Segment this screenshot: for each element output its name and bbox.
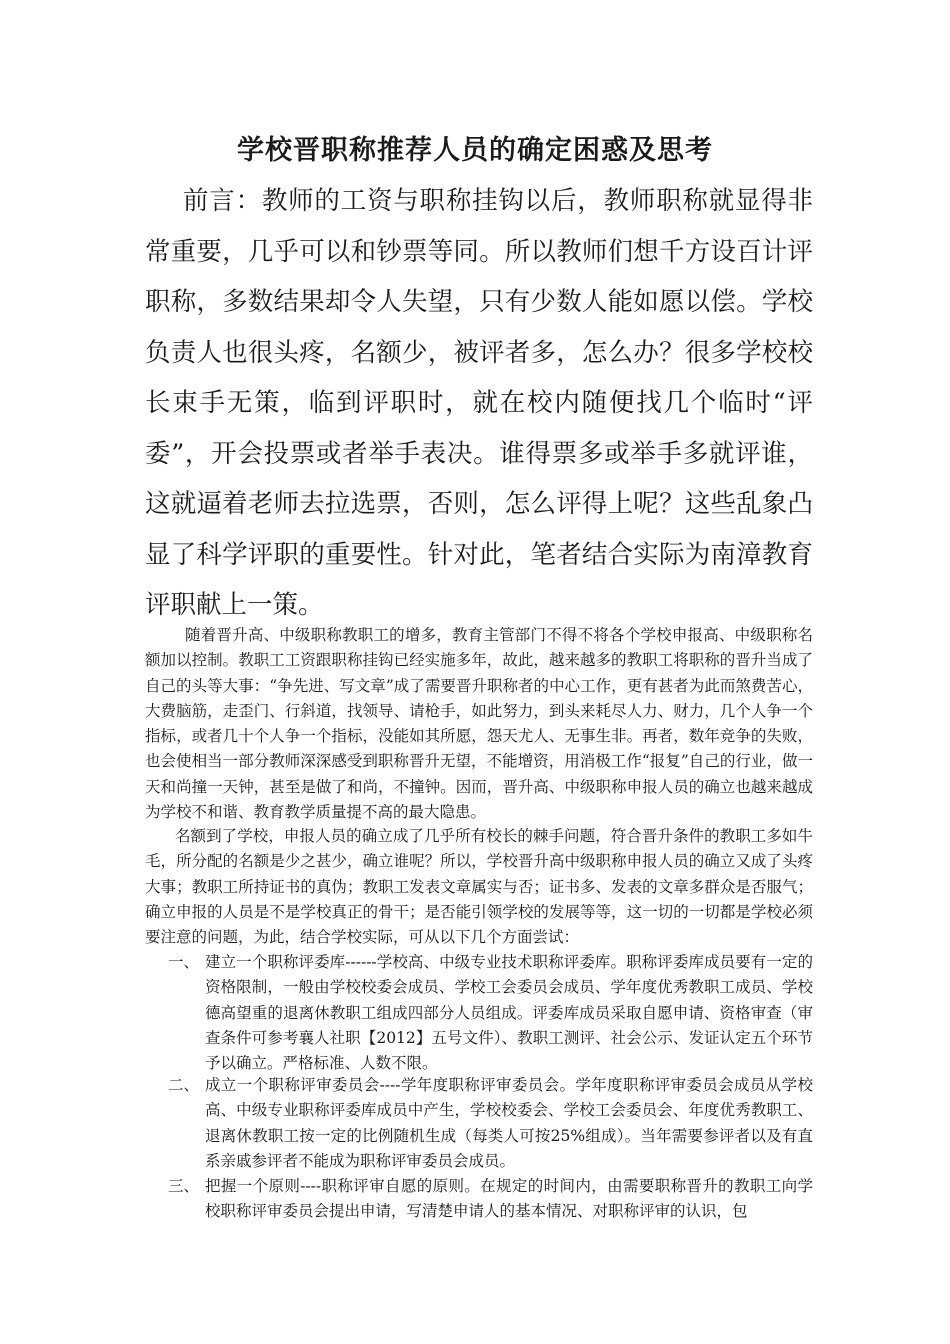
list-item-3 [168, 1174, 813, 1225]
list-item-text: 把握一个原则----职称评审自愿的原则。在规定的时间内，由需要职称晋升的教职工向学校职称评审委员会提出申请，写清楚申请人的基本情况、对职称评审的认识，包 [205, 1177, 813, 1221]
list-item-1 [168, 950, 813, 1076]
list-item-2 [168, 1073, 813, 1174]
body-paragraph-2: 名额到了学校，申报人员的确立成了几乎所有校长的棘手问题，符合晋升条件的教职工多如牛毛，所分配的名额是少之甚少，确立谁呢？所以，学校晋升高中级职称申报人员的确立又成了头疼大事；教职工所持证书的真伪；教职工发表文章属实与否；证书多、发表的文章多群众是否服气；确立申报的人员是不是学校真正的骨干；是否能引领学校的发展等等，这一切的一切都是学校必须要注意的问题，为此，结合学校实际，可从以下几个方面尝试： [145, 827, 813, 947]
preface-paragraph: 前言：教师的工资与职称挂钩以后，教师职称就显得非常重要，几乎可以和钞票等同。所以教师们想千方设百计评职称，多数结果却令人失望，只有少数人能如愿以偿。学校负责人也很头疼，名额少，被评者多，怎么办？很多学校校长束手无策，临到评职时，就在校内随便找几个临时“评委”，开会投票或者举手表决。谁得票多或举手多就评谁，这就逼着老师去拉选票，否则，怎么评得上呢？这些乱象凸显了科学评职的重要性。针对此，笔者结合实际为南漳教育评职献上一策。 [145, 186, 813, 620]
list-item-text: 建立一个职称评委库------学校高、中级专业技术职称评委库。职称评委库成员要有一定的资格限制，一般由学校校委会成员、学校工会委员会成员、学年度优秀教职工成员、学校德高望重的退离休教职工组成四部分人员组成。评委库成员采取自愿申请、资格审查（审查条件可参考襄人社职【2012】五号文件）、教职工测评、社会公示、发证认定五个环节予以确立。严格标准、人数不限。 [205, 953, 813, 1073]
list-item-number: 二、 [168, 1076, 200, 1094]
document-title: 学校晋职称推荐人员的确定困惑及思考 [237, 135, 713, 166]
list-item-number: 三、 [168, 1177, 200, 1195]
list-item-text: 成立一个职称评审委员会----学年度职称评审委员会。学年度职称评审委员会成员从学校高、中级专业职称评委库成员中产生，学校校委会、学校工会委员会、年度优秀教职工、退离休教职工按一定的比例随机生成（每类人可按25%组成）。当年需要参评者以及有直系亲戚参评者不能成为职称评审委员会成员。 [205, 1076, 813, 1170]
list-item-number: 一、 [168, 953, 200, 971]
body-paragraph-1: 随着晋升高、中级职称教职工的增多，教育主管部门不得不将各个学校申报高、中级职称名额加以控制。教职工工资跟职称挂钩已经实施多年，故此，越来越多的教职工将职称的晋升当成了自己的头等大事：“争先进、写文章”成了需要晋升职称者的中心工作，更有甚者为此而煞费苦心，大费脑筋，走歪门、行斜道，找领导、请枪手，如此努力，到头来耗尽人力、财力，几个人争一个指标，或者几十个人争一个指标，没能如其所愿，怨天尤人、无事生非。再者，数年竞争的失败，也会使相当一部分教师深深感受到职称晋升无望，不能增资，用消极工作“报复”自己的行业，做一天和尚撞一天钟，甚至是做了和尚，不撞钟。因而，晋升高、中级职称申报人员的确立也越来越成为学校不和谐、教育教学质量提不高的最大隐患。 [145, 626, 813, 822]
